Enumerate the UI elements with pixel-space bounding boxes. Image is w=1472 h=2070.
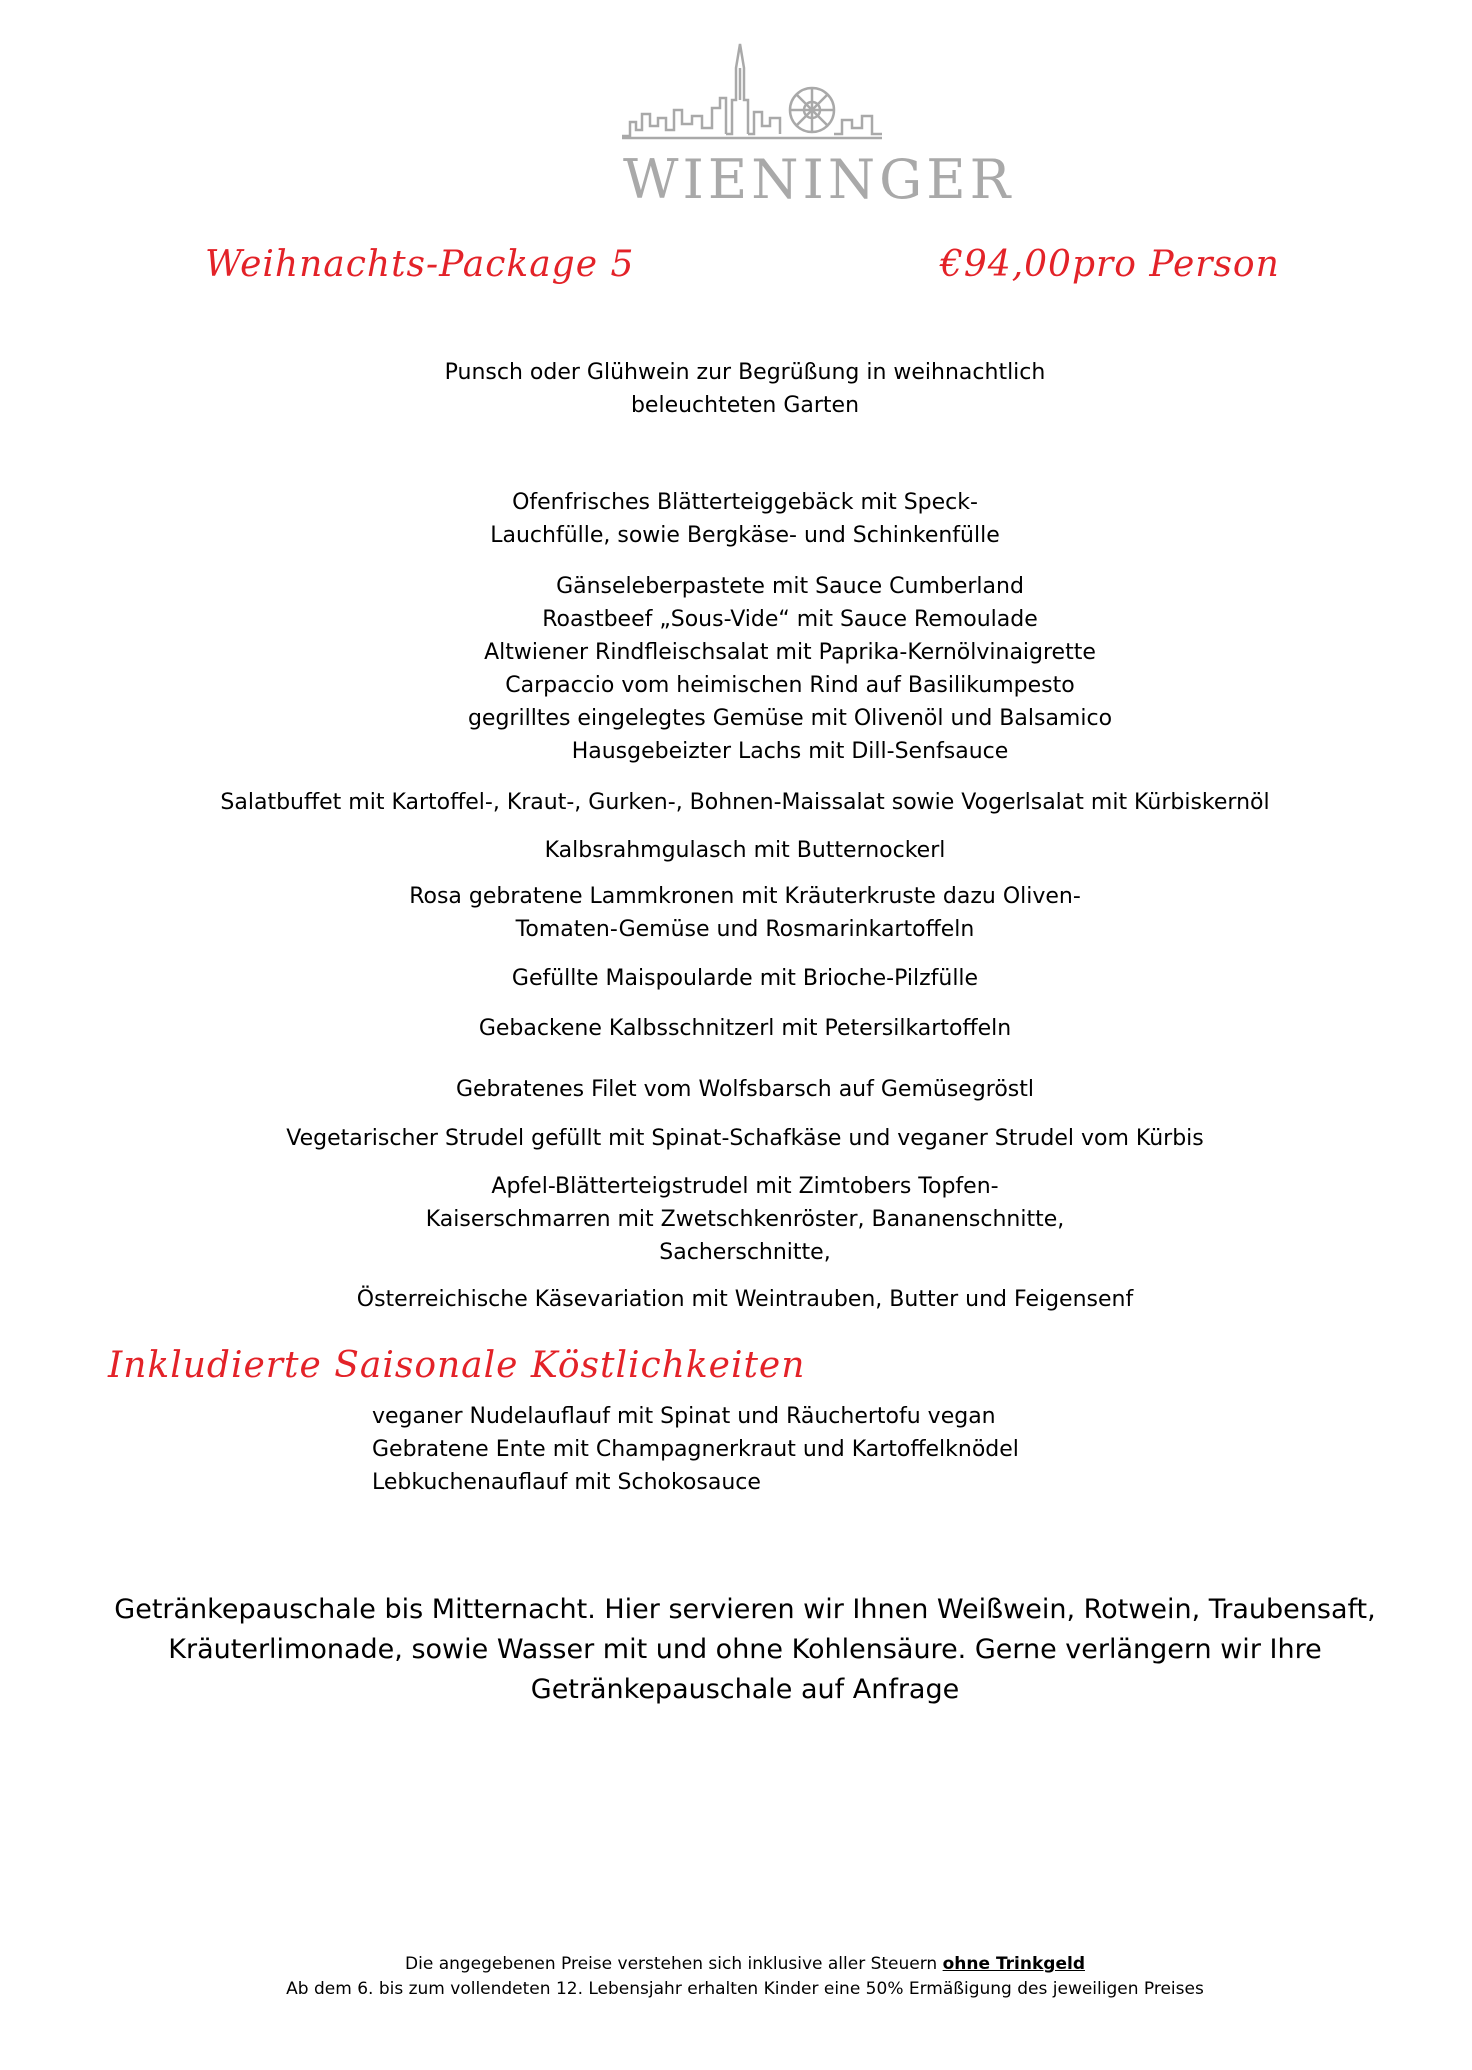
seasonal-item: Lebkuchenauflauf mit Schokosauce xyxy=(372,1470,761,1495)
main-schnitzel: Gebackene Kalbsschnitzerl mit Petersilkartoffeln xyxy=(478,1016,1012,1041)
drinks-line: Getränkepauschale bis Mitternacht. Hier servieren wir Ihnen Weißwein, Rotwein, Traubensaft, xyxy=(114,1594,1376,1625)
starter-line: Ofenfrisches Blätterteiggebäck mit Speck- xyxy=(512,490,978,515)
dessert-line: Apfel-Blätterteigstrudel mit Zimtobers Topfen- xyxy=(491,1174,999,1199)
cold-dish: Gänseleberpastete mit Sauce Cumberland xyxy=(556,574,1024,599)
footer-line-2: Ab dem 6. bis zum vollendeten 12. Lebensjahr erhalten Kinder eine 50% Ermäßigung des jeweiligen Preises xyxy=(286,1979,1204,1999)
cold-dish: Altwiener Rindfleischsalat mit Paprika-Kernölvinaigrette xyxy=(484,640,1096,665)
starters xyxy=(0,486,1472,552)
main-veggie: Vegetarischer Strudel gefüllt mit Spinat-Schafkäse und veganer Strudel vom Kürbis xyxy=(286,1126,1204,1151)
drinks-line: Kräuterlimonade, sowie Wasser mit und ohne Kohlensäure. Gerne verlängern wir Ihre xyxy=(168,1634,1322,1665)
seasonal-item: Gebratene Ente mit Champagnerkraut und Kartoffelknödel xyxy=(372,1437,1019,1462)
welcome-line: beleuchteten Garten xyxy=(630,393,860,418)
footer-line-1 xyxy=(0,1952,1472,1977)
skyline-logo-icon xyxy=(620,38,910,143)
package-title: Weihnachts-Package 5 xyxy=(205,244,635,285)
starter-line: Lauchfülle, sowie Bergkäse- und Schinkenfülle xyxy=(490,523,1000,548)
desserts xyxy=(0,1170,1472,1269)
main-poularde: Gefüllte Maispoularde mit Brioche-Pilzfülle xyxy=(511,966,979,991)
main-lamb xyxy=(0,880,1472,946)
footer-no-tip: ohne Trinkgeld xyxy=(942,1954,1085,1974)
seasonal-items xyxy=(372,1400,1019,1499)
dessert-line: Kaiserschmarren mit Zwetschkenröster, Bananenschnitte, xyxy=(425,1207,1065,1232)
salad-buffet: Salatbuffet mit Kartoffel-, Kraut-, Gurken-, Bohnen-Maissalat sowie Vogerlsalat mit Kürbiskernöl xyxy=(220,790,1270,815)
welcome-line: Punsch oder Glühwein zur Begrüßung in weihnachtlich xyxy=(444,360,1046,385)
dessert-line: Sacherschnitte, xyxy=(659,1240,831,1265)
logo-wordmark: WIENINGER xyxy=(623,148,1015,211)
footer-tax-note: Die angegebenen Preise verstehen sich inklusive aller Steuern xyxy=(405,1954,938,1974)
welcome-drink xyxy=(0,356,1472,422)
cold-dish: Carpaccio vom heimischen Rind auf Basilikumpesto xyxy=(505,673,1075,698)
main-fish: Gebratenes Filet vom Wolfsbarsch auf Gemüsegröstl xyxy=(455,1077,1035,1102)
seasonal-title: Inkludierte Saisonale Köstlichkeiten xyxy=(108,1345,806,1386)
drinks-line: Getränkepauschale auf Anfrage xyxy=(530,1674,960,1705)
cold-dish: Roastbeef „Sous-Vide“ mit Sauce Remoulade xyxy=(542,607,1038,632)
seasonal-item: veganer Nudelauflauf mit Spinat und Räuchertofu vegan xyxy=(372,1404,996,1429)
lamb-line: Rosa gebratene Lammkronen mit Kräuterkruste dazu Oliven- xyxy=(409,884,1081,909)
main-goulash: Kalbsrahmgulasch mit Butternockerl xyxy=(544,838,946,863)
package-price: €94,00pro Person xyxy=(940,244,1280,285)
drinks-package xyxy=(0,1590,1472,1710)
cold-dish: gegrilltes eingelegtes Gemüse mit Olivenöl und Balsamico xyxy=(467,706,1113,731)
footer xyxy=(0,1952,1472,2002)
cold-dishes xyxy=(0,570,1472,768)
cheese-platter: Österreichische Käsevariation mit Weintrauben, Butter und Feigensenf xyxy=(356,1287,1134,1312)
logo xyxy=(620,38,1015,213)
cold-dish: Hausgebeizter Lachs mit Dill-Senfsauce xyxy=(571,739,1009,764)
lamb-line: Tomaten-Gemüse und Rosmarinkartoffeln xyxy=(515,917,975,942)
